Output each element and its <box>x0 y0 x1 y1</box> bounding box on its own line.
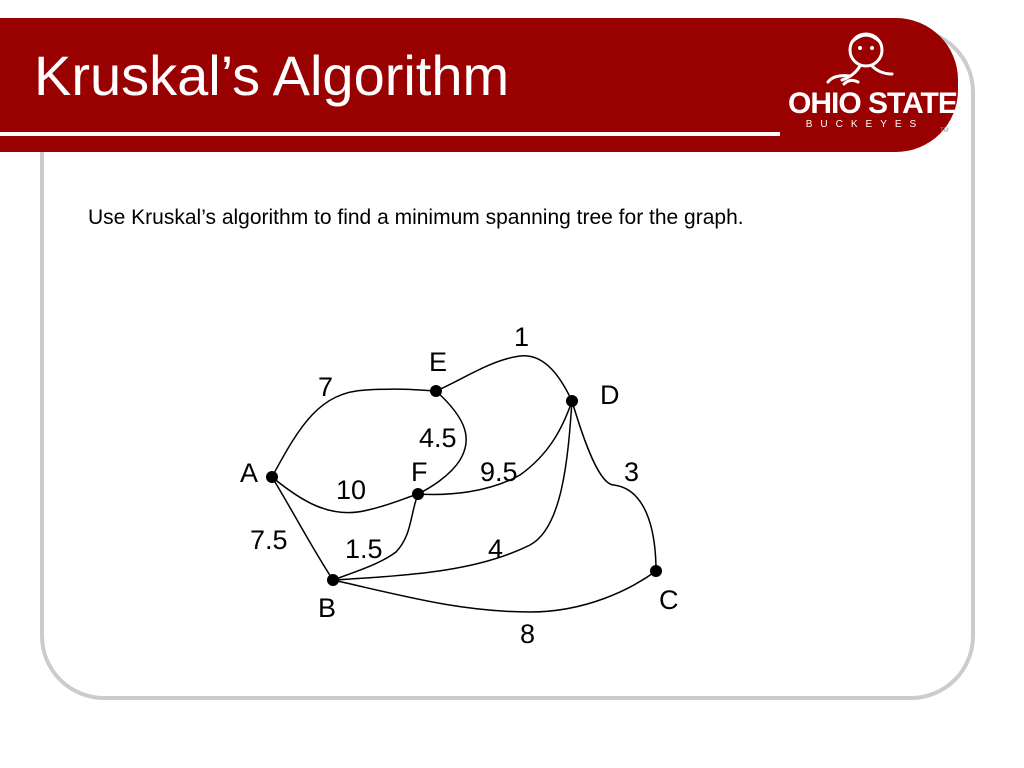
edge-weight-AE: 7 <box>318 372 334 402</box>
edge-weight-AB: 7.5 <box>250 525 288 555</box>
edge-weight-AF: 10 <box>336 475 367 505</box>
buckeyes-wordmark: BUCKEYES <box>805 119 925 130</box>
vertex-label-F: F <box>411 457 428 487</box>
edge-weight-BD: 4 <box>488 534 504 564</box>
edge-ED <box>436 356 572 401</box>
vertex-label-B: B <box>318 593 337 623</box>
trademark-mark: TM <box>940 128 949 134</box>
vertex-C <box>650 565 662 577</box>
vertex-A <box>266 471 278 483</box>
vertex-label-E: E <box>429 347 448 377</box>
instructions-text: Use Kruskal’s algorithm to find a minimum spanning tree for the graph. <box>88 206 744 229</box>
vertex-B <box>327 574 339 586</box>
vertex-F <box>412 488 424 500</box>
edge-weight-ED: 1 <box>514 322 530 352</box>
vertex-label-A: A <box>240 458 259 488</box>
vertex-D <box>566 395 578 407</box>
vertex-E <box>430 385 442 397</box>
edge-weight-FD: 9.5 <box>480 457 518 487</box>
vertex-label-D: D <box>600 380 620 410</box>
ohio-state-wordmark: OHIO STATE <box>788 87 957 120</box>
edge-weight-DC: 3 <box>624 457 640 487</box>
edge-weight-EF: 4.5 <box>419 423 457 453</box>
slide-title: Kruskal’s Algorithm <box>34 44 510 107</box>
edge-weight-BC: 8 <box>520 619 536 649</box>
edge-weight-FB: 1.5 <box>345 534 383 564</box>
edge-DC <box>572 401 656 571</box>
vertex-label-C: C <box>659 585 679 615</box>
